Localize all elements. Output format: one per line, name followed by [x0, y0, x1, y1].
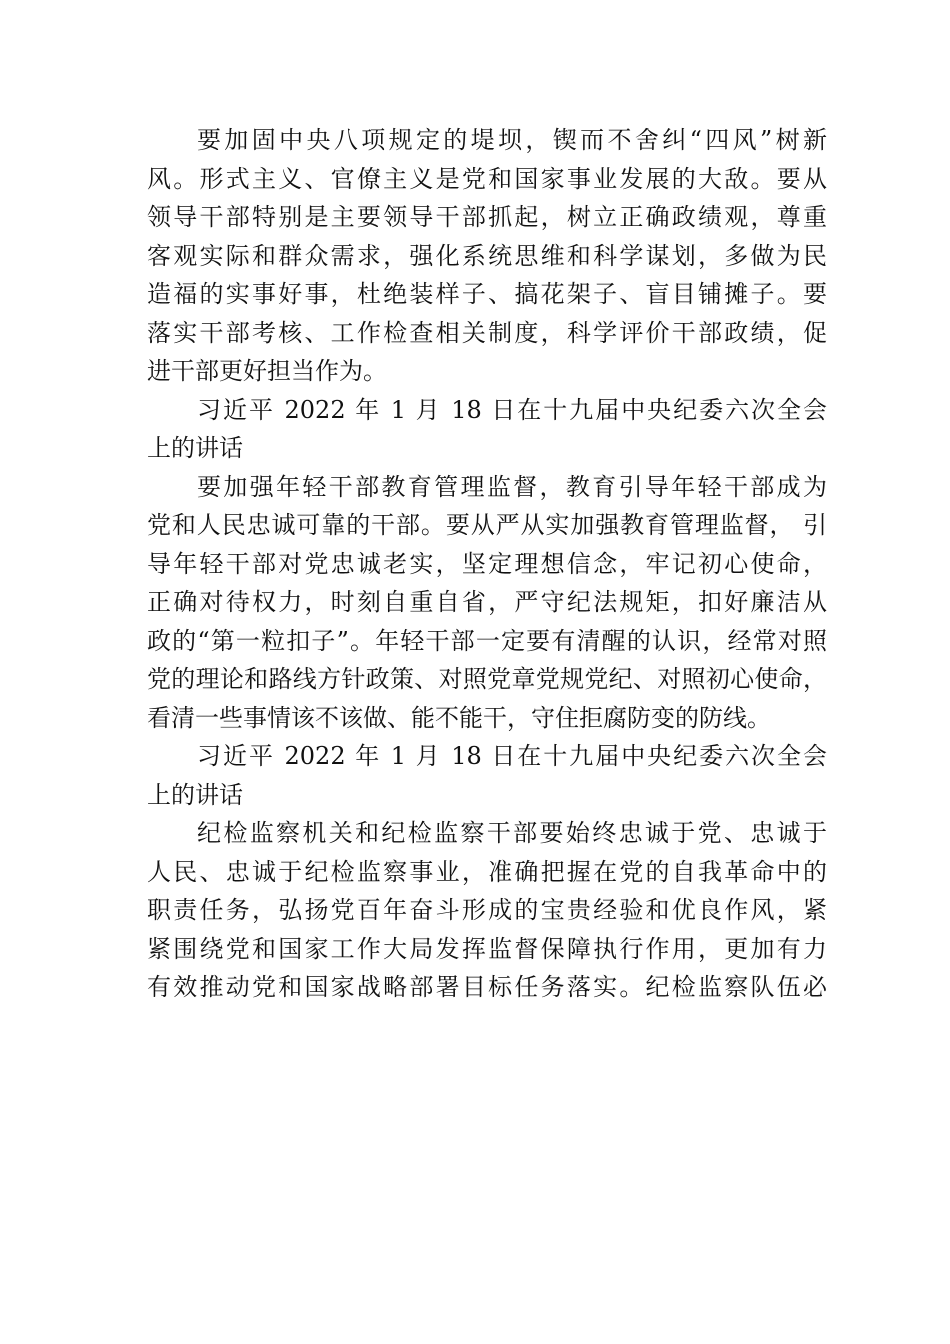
text-line: 党的理论和路线方针政策、对照党章党规党纪、对照初心使命，	[147, 665, 827, 693]
paragraph	[147, 121, 827, 391]
text-line: 职责任务，弘扬党百年奋斗形成的宝贵经验和优良作风，紧	[147, 896, 827, 924]
text-line: 风。形式主义、官僚主义是党和国家事业发展的大敌。要从	[147, 164, 827, 193]
text-line: 习近平 2022 年 1 月 18 日在十九届中央纪委六次全会	[197, 742, 827, 770]
source-attribution	[147, 391, 827, 468]
text-line: 领导干部特别是主要领导干部抓起，树立正确政绩观，尊重	[147, 203, 827, 231]
text-line: 紧围绕党和国家工作大局发挥监督保障执行作用，更加有力	[147, 934, 827, 963]
text-line: 看清一些事情该不该做、能不能干，守住拒腐防变的防线。	[147, 703, 771, 732]
text-line: 造福的实事好事，杜绝装样子、搞花架子、盲目铺摊子。要	[147, 280, 827, 308]
text-line: 纪检监察机关和纪检监察干部要始终忠诚于党、忠诚于	[197, 819, 827, 847]
paragraph	[147, 814, 827, 1007]
text-line: 党和人民忠诚可靠的干部。要从严从实加强教育管理监督， 引	[147, 511, 827, 539]
text-line: 正确对待权力，时刻自重自省，严守纪法规矩，扣好廉洁从	[147, 588, 827, 616]
text-line: 上的讲话	[147, 434, 243, 462]
text-line: 导年轻干部对党忠诚老实，坚定理想信念，牢记初心使命，	[147, 549, 827, 578]
text-line: 习近平 2022 年 1 月 18 日在十九届中央纪委六次全会	[197, 395, 827, 424]
paragraph	[147, 468, 827, 738]
text-line: 进干部更好担当作为。	[147, 357, 387, 385]
source-attribution	[147, 737, 827, 814]
text-line: 要加固中央八项规定的堤坝，锲而不舍纠“四风”树新	[197, 126, 827, 154]
text-line: 要加强年轻干部教育管理监督，教育引导年轻干部成为	[197, 472, 827, 501]
document-body	[147, 121, 827, 1007]
text-line: 政的“第一粒扣子”。年轻干部一定要有清醒的认识，经常对照	[147, 626, 827, 655]
text-line: 落实干部考核、工作检查相关制度，科学评价干部政绩，促	[147, 318, 827, 347]
text-line: 上的讲话	[147, 780, 243, 809]
text-line: 客观实际和群众需求，强化系统思维和科学谋划，多做为民	[147, 241, 827, 270]
text-line: 人民、忠诚于纪检监察事业，准确把握在党的自我革命中的	[147, 857, 827, 886]
text-line: 有效推动党和国家战略部署目标任务落实。纪检监察队伍必	[147, 973, 827, 1001]
